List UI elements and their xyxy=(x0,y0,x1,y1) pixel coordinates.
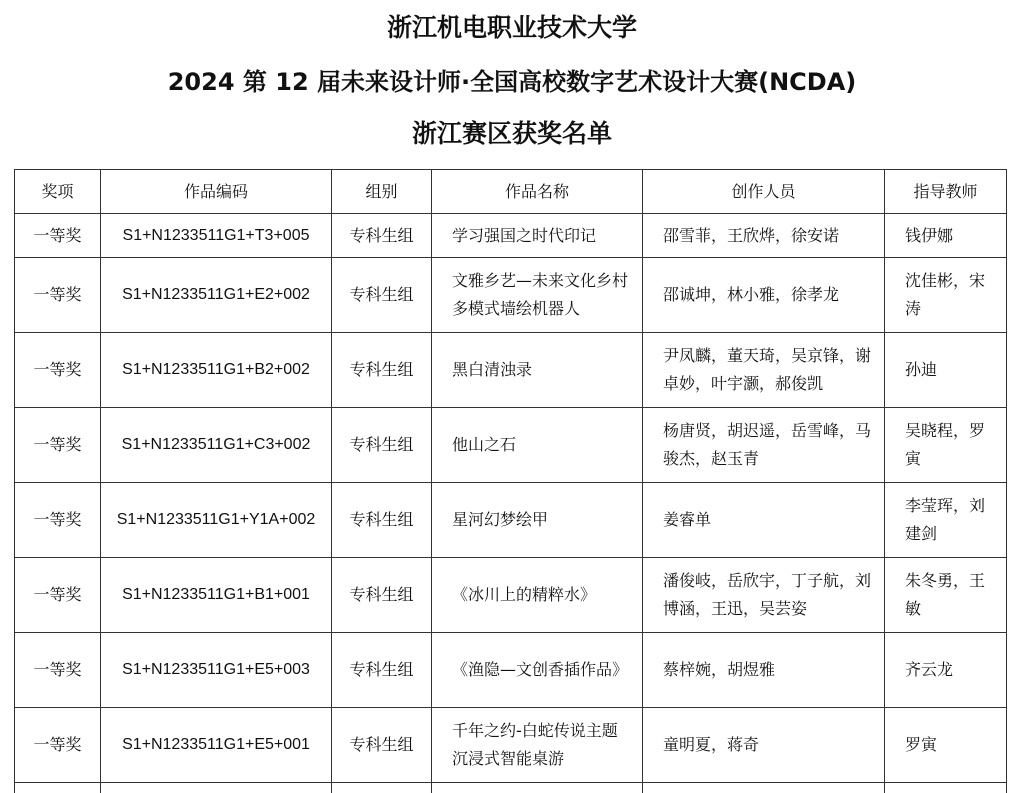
cell-creators: 杨唐贤，胡迟遥，岳雪峰，马骏杰，赵玉青 xyxy=(643,408,885,483)
cell-work-name: 《冰川上的精粹水》 xyxy=(432,558,643,633)
award-list-title: 浙江赛区获奖名单 xyxy=(0,116,1024,152)
table-row xyxy=(15,483,1007,558)
header-code: 作品编码 xyxy=(101,170,332,214)
cell-award: 一等奖 xyxy=(15,333,101,408)
table-row xyxy=(15,214,1007,258)
university-title: 浙江机电职业技术大学 xyxy=(0,10,1024,46)
cell-code: S1+N1233511G1+B1+001 xyxy=(101,558,332,633)
table-row xyxy=(15,633,1007,708)
cell-teacher: 李莹珲，刘建剑 xyxy=(885,483,1007,558)
cell-creators: 姜睿单 xyxy=(643,483,885,558)
cell-award: 一等奖 xyxy=(15,408,101,483)
cell-work-name: 黑白清浊录 xyxy=(432,333,643,408)
cell-award: 一等奖 xyxy=(15,558,101,633)
cell-work-name: 学习强国之时代印记 xyxy=(432,214,643,258)
cell-group: 专科生组 xyxy=(332,558,432,633)
header-group: 组别 xyxy=(332,170,432,214)
cell-code: S1+N1233511G1+Y1A+002 xyxy=(101,483,332,558)
cell-work-name: 星河幻梦绘甲 xyxy=(432,483,643,558)
cell-creators: 邵雪菲，王欣烨，徐安诺 xyxy=(643,214,885,258)
table-header-row xyxy=(15,170,1007,214)
cell-teacher: 钱伊娜 xyxy=(885,214,1007,258)
header-creators: 创作人员 xyxy=(643,170,885,214)
cell-creators: 童明夏，蒋奇 xyxy=(643,708,885,783)
cell-creators: 尹凤麟，董天琦，吴京锋，谢卓妙，叶宇灏，郝俊凯 xyxy=(643,333,885,408)
cell-work-name: 千年之约-白蛇传说主题沉浸式智能桌游 xyxy=(432,708,643,783)
cell-teacher: 罗寅 xyxy=(885,708,1007,783)
cell-award: 一等奖 xyxy=(15,633,101,708)
table-row xyxy=(15,708,1007,783)
cell-group: 专科生组 xyxy=(332,483,432,558)
cell-group: 专科生组 xyxy=(332,258,432,333)
table-row xyxy=(15,558,1007,633)
cell-creators: 蔡梓婉，胡煜雅 xyxy=(643,633,885,708)
table-row xyxy=(15,258,1007,333)
cell-teacher: 沈佳彬，宋涛 xyxy=(885,258,1007,333)
cell-code: S1+N1233511G1+E5+003 xyxy=(101,633,332,708)
cell-work-name: 《渔隐—文创香插作品》 xyxy=(432,633,643,708)
cell-award: 一等奖 xyxy=(15,258,101,333)
cell-award: 一等奖 xyxy=(15,214,101,258)
cell-code: S1+N1233511G1+T3+005 xyxy=(101,214,332,258)
cell-award: 一等奖 xyxy=(15,483,101,558)
cell-code: S1+N1233511G1+C3+002 xyxy=(101,408,332,483)
header-award: 奖项 xyxy=(15,170,101,214)
cell-group: 专科生组 xyxy=(332,708,432,783)
cell-group: 专科生组 xyxy=(332,633,432,708)
cell-work-name: 文雅乡艺—未来文化乡村多模式墙绘机器人 xyxy=(432,258,643,333)
cell-creators: 潘俊岐，岳欣宇，丁子航，刘博涵，王迅，吴芸姿 xyxy=(643,558,885,633)
cell-code: S1+N1233511G1+E2+002 xyxy=(101,258,332,333)
cell-teacher: 朱冬勇，王敏 xyxy=(885,558,1007,633)
table-row xyxy=(15,408,1007,483)
cell-teacher: 吴晓程，罗寅 xyxy=(885,408,1007,483)
cell-work-name: 他山之石 xyxy=(432,408,643,483)
cell-teacher: 孙迪 xyxy=(885,333,1007,408)
cell-code: S1+N1233511G1+B2+002 xyxy=(101,333,332,408)
award-table xyxy=(14,169,1007,793)
competition-title: 2024 第 12 届未来设计师·全国高校数字艺术设计大赛(NCDA) xyxy=(0,64,1024,100)
cell-group: 专科生组 xyxy=(332,214,432,258)
cell-creators: 邵诚坤，林小雅，徐孝龙 xyxy=(643,258,885,333)
table-row xyxy=(15,333,1007,408)
cell-teacher: 齐云龙 xyxy=(885,633,1007,708)
cell-group: 专科生组 xyxy=(332,408,432,483)
cell-group: 专科生组 xyxy=(332,333,432,408)
cell-code: S1+N1233511G1+E5+001 xyxy=(101,708,332,783)
header-work-name: 作品名称 xyxy=(432,170,643,214)
header-teacher: 指导教师 xyxy=(885,170,1007,214)
cell-award: 一等奖 xyxy=(15,708,101,783)
